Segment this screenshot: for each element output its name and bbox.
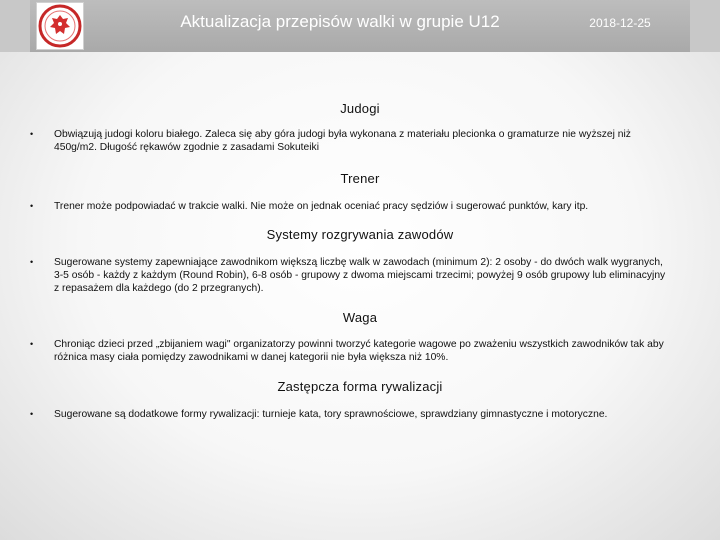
list-item xyxy=(30,338,670,368)
list-item xyxy=(30,128,670,158)
section-heading-waga: Waga xyxy=(342,310,378,325)
section-heading-systemy: Systemy rozgrywania zawodów xyxy=(266,227,454,242)
list-item xyxy=(30,200,670,216)
bullet-icon: • xyxy=(30,257,34,267)
bullet-icon: • xyxy=(30,129,34,139)
list-item xyxy=(30,256,670,300)
list-item xyxy=(30,408,670,424)
header-date: 2018-12-25 xyxy=(589,16,651,30)
eagle-emblem-icon xyxy=(37,3,83,49)
federation-logo xyxy=(36,2,84,50)
section-heading-zastepcza: Zastępcza forma rywalizacji xyxy=(277,379,443,394)
header-bar xyxy=(0,0,720,52)
section-text: Chroniąc dzieci przed „zbijaniem wagi" organizatorzy powinni tworzyć kategorie wagowe po zważeniu wszystkich zawodników tak aby różnica masy ciała pomiędzy zawodnikami w danej kategorii nie była większa niż 10%. xyxy=(54,339,664,363)
section-text: Obwiązują judogi koloru białego. Zaleca się aby góra judogi była wykonana z materiału plecionka o gramaturze nie wyższej niż 450g/m2. Długość rękawów zgodnie z zasadami Sokuteiki xyxy=(54,129,631,153)
bullet-icon: • xyxy=(30,201,34,211)
section-heading-trener: Trener xyxy=(340,171,380,186)
bullet-icon: • xyxy=(30,409,34,419)
section-text: Sugerowane są dodatkowe formy rywalizacji: turnieje kata, tory sprawnościowe, sprawdziany gimnastyczne i motoryczne. xyxy=(54,409,608,420)
page-title: Aktualizacja przepisów walki w grupie U12 xyxy=(180,12,500,31)
section-heading-judogi: Judogi xyxy=(340,101,380,116)
bullet-icon: • xyxy=(30,339,34,349)
section-text: Trener może podpowiadać w trakcie walki. Nie może on jednak oceniać pracy sędziów i sugerować punktów, kary itp. xyxy=(54,201,589,212)
section-text: Sugerowane systemy zapewniające zawodnikom większą liczbę walk w zawodach (minimum 2): 2 osoby - do dwóch walk wygranych, 3-5 osób - każdy z każdym (Round Robin), 6-8 osób - grupowy z dwoma miejscami trzecimi; powyżej 9 osób grupowy lub eliminacyjny z repasażem dla każdego (do 2 przegranych). xyxy=(54,257,666,294)
